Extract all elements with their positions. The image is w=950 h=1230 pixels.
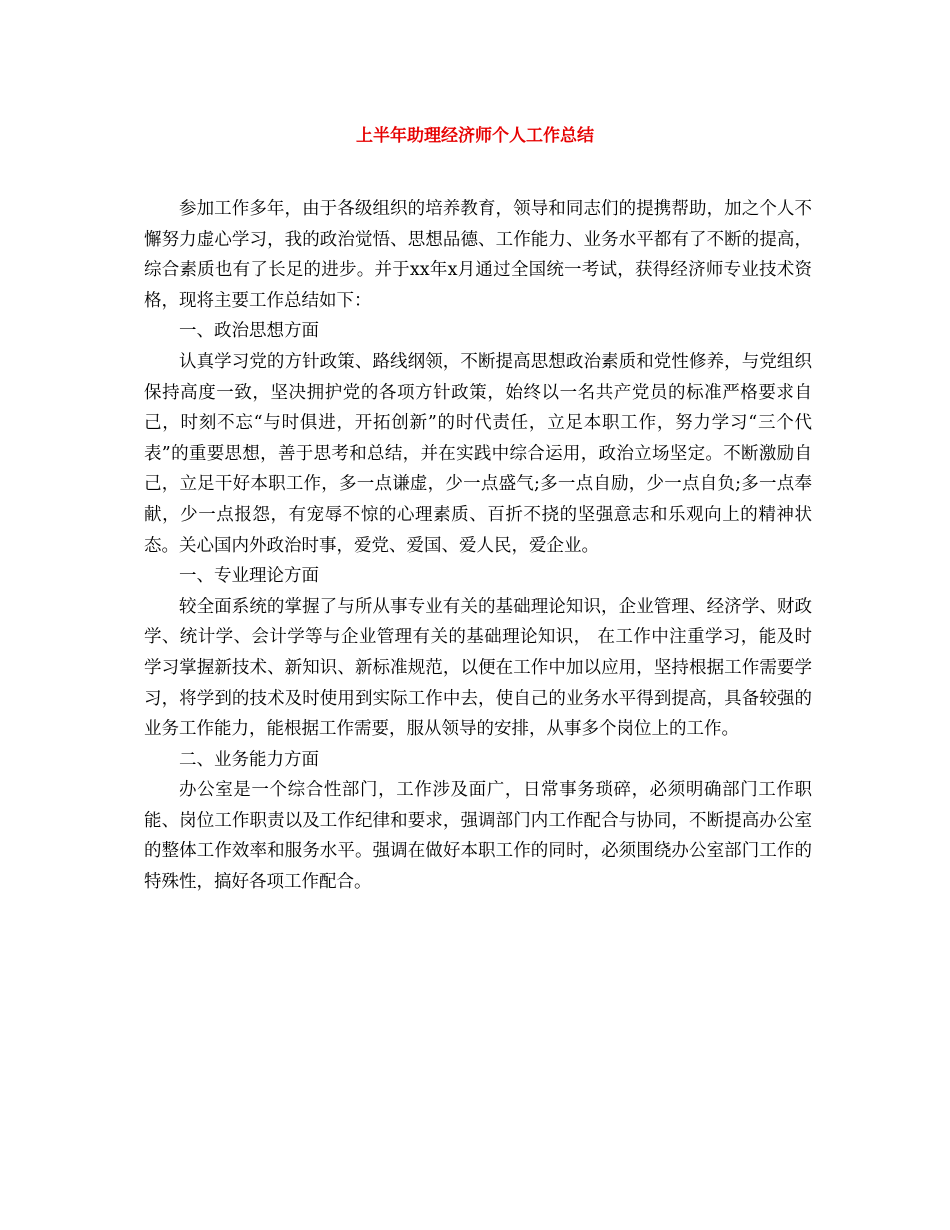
document-body [144,194,812,898]
political-paragraph: 认真学习党的方针政策、路线纲领，不断提高思想政治素质和党性修养，与党组织保持高度一致，坚决拥护党的各项方针政策，始终以一名共产党员的标准严格要求自己，时刻不忘“与时俱进，开拓创新”的时代责任，立足本职工作，努力学习“三个代表”的重要思想，善于思考和总结，并在实践中综合运用，政治立场坚定。不断激励自己，立足干好本职工作，多一点谦虚，少一点盛气;多一点自励，少一点自负;多一点奉献，少一点报怨，有宠辱不惊的心理素质、百折不挠的坚强意志和乐观向上的精神状态。关心国内外政治时事，爱党、爱国、爱人民，爱企业。 [144,351,812,556]
intro-paragraph: 参加工作多年，由于各级组织的培养教育，领导和同志们的提携帮助，加之个人不懈努力虚心学习，我的政治觉悟、思想品德、工作能力、业务水平都有了不断的提高，综合素质也有了长足的进步。并于xx年x月通过全国统一考试，获得经济师专业技术资格，现将主要工作总结如下： [144,199,812,311]
section-heading-business: 二、业务能力方面 [179,749,319,770]
section-heading-political: 一、政治思想方面 [179,321,319,342]
document-title: 上半年助理经济师个人工作总结 [356,126,594,146]
section-heading-theory: 一、专业理论方面 [179,566,319,587]
theory-paragraph: 较全面系统的掌握了与所从事专业有关的基础理论知识，企业管理、经济学、财政学、统计学、会计学等与企业管理有关的基础理论知识， 在工作中注重学习，能及时学习掌握新技术、新知识、新标准规范，以便在工作中加以应用，坚持根据工作需要学习，将学到的技术及时使用到实际工作中去，使自己的业务水平得到提高，具备较强的业务工作能力，能根据工作需要，服从领导的安排，从事多个岗位上的工作。 [144,596,812,740]
business-paragraph: 办公室是一个综合性部门，工作涉及面广，日常事务琐碎，必须明确部门工作职能、岗位工作职责以及工作纪律和要求，强调部门内工作配合与协同，不断提高办公室的整体工作效率和服务水平。强调在做好本职工作的同时，必须围绕办公室部门工作的特殊性，搞好各项工作配合。 [144,780,812,893]
